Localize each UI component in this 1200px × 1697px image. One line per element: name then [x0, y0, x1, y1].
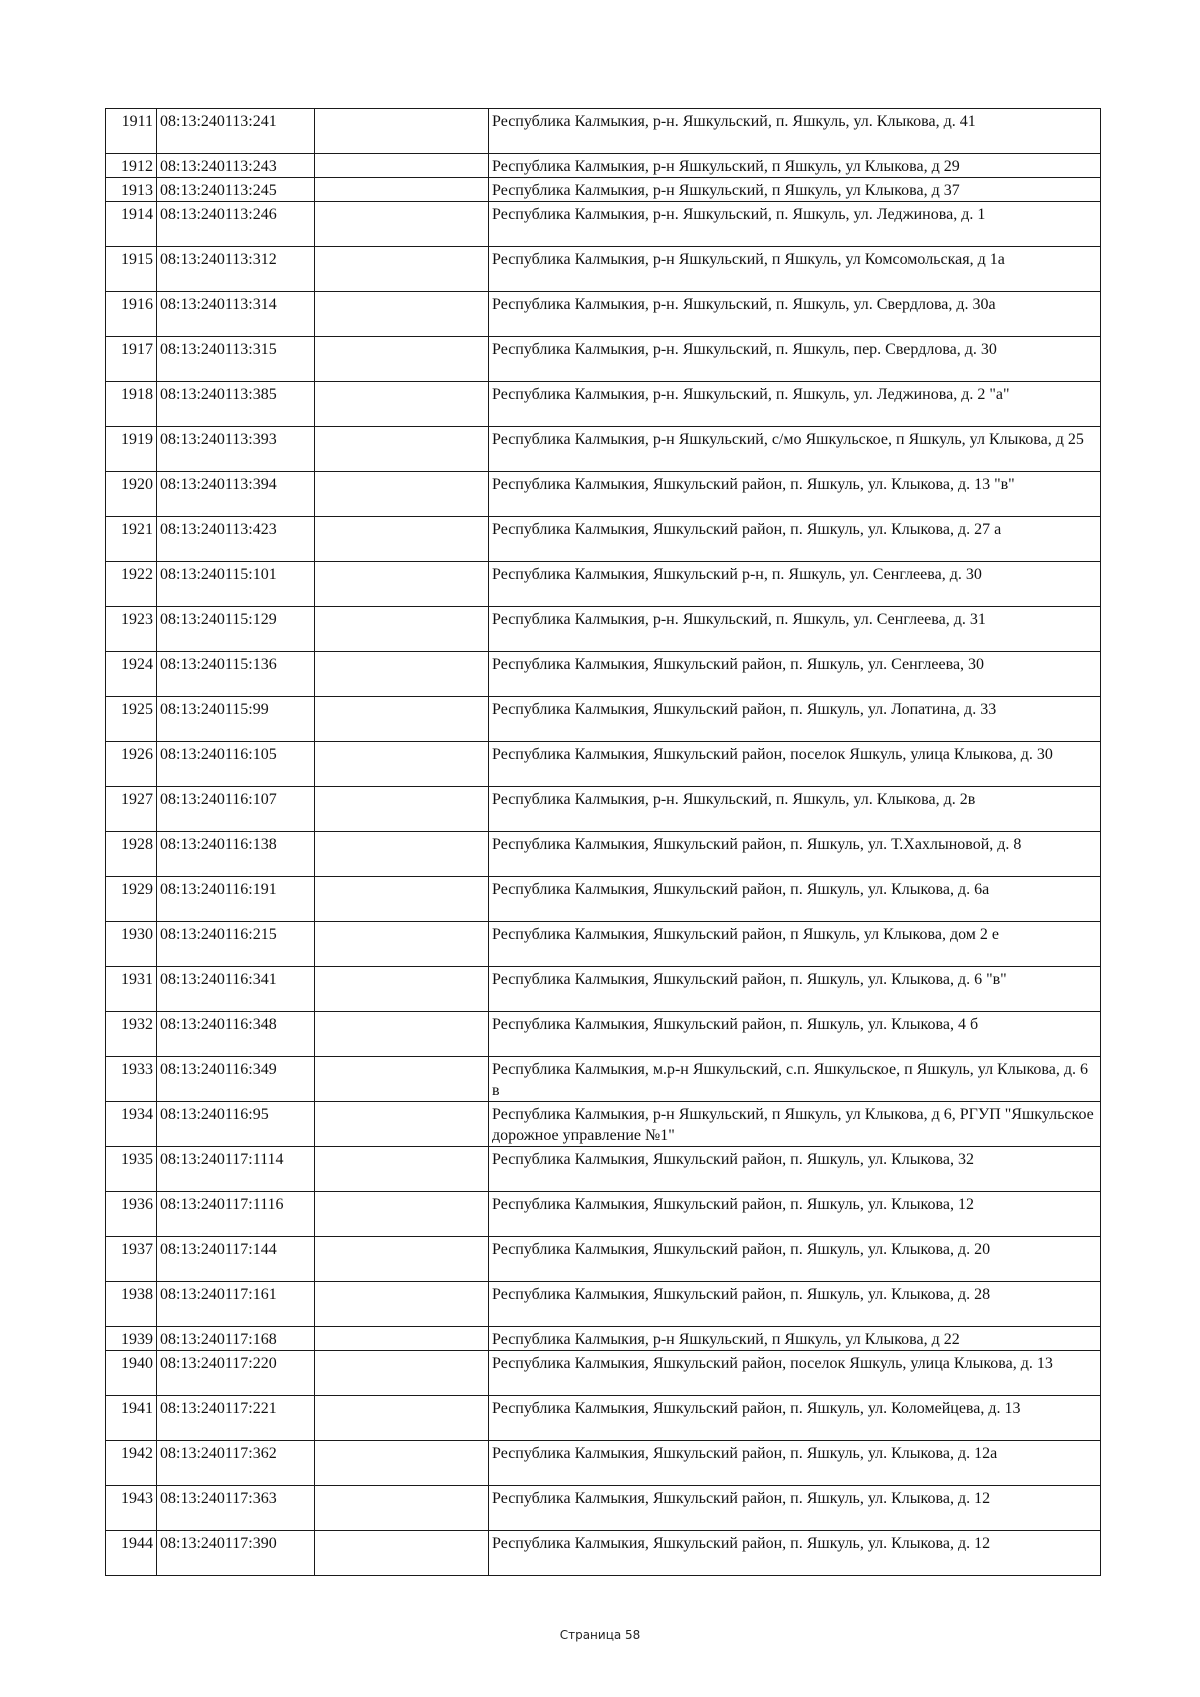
empty-cell [315, 472, 489, 517]
registry-table-body [106, 109, 1101, 1576]
address: Республика Калмыкия, Яшкульский район, п. Яшкуль, ул. Сенглеева, 30 [489, 652, 1101, 697]
empty-cell [315, 1057, 489, 1102]
address: Республика Калмыкия, Яшкульский район, поселок Яшкуль, улица Клыкова, д. 30 [489, 742, 1101, 787]
table-row [106, 1237, 1101, 1282]
empty-cell [315, 1351, 489, 1396]
cadastral-number: 08:13:240115:129 [157, 607, 315, 652]
row-number: 1944 [106, 1531, 157, 1576]
cadastral-number: 08:13:240117:362 [157, 1441, 315, 1486]
row-number: 1913 [106, 178, 157, 202]
address: Республика Калмыкия, р-н Яшкульский, п Яшкуль, ул Клыкова, д 37 [489, 178, 1101, 202]
empty-cell [315, 382, 489, 427]
address: Республика Калмыкия, р-н. Яшкульский, п. Яшкуль, ул. Леджинова, д. 2 "а" [489, 382, 1101, 427]
empty-cell [315, 427, 489, 472]
address: Республика Калмыкия, Яшкульский район, п. Яшкуль, ул. Клыкова, д. 13 "в" [489, 472, 1101, 517]
row-number: 1926 [106, 742, 157, 787]
address: Республика Калмыкия, р-н Яшкульский, п Яшкуль, ул Комсомольская, д 1а [489, 247, 1101, 292]
table-row [106, 178, 1101, 202]
address: Республика Калмыкия, р-н Яшкульский, п Яшкуль, ул Клыкова, д 22 [489, 1327, 1101, 1351]
row-number: 1914 [106, 202, 157, 247]
cadastral-number: 08:13:240116:107 [157, 787, 315, 832]
empty-cell [315, 562, 489, 607]
table-row [106, 832, 1101, 877]
cadastral-number: 08:13:240116:191 [157, 877, 315, 922]
row-number: 1933 [106, 1057, 157, 1102]
cadastral-number: 08:13:240113:243 [157, 154, 315, 178]
empty-cell [315, 178, 489, 202]
cadastral-number: 08:13:240116:341 [157, 967, 315, 1012]
cadastral-number: 08:13:240117:220 [157, 1351, 315, 1396]
address: Республика Калмыкия, Яшкульский район, п. Яшкуль, ул. Клыкова, д. 6а [489, 877, 1101, 922]
cadastral-number: 08:13:240116:105 [157, 742, 315, 787]
empty-cell [315, 607, 489, 652]
cadastral-number: 08:13:240113:241 [157, 109, 315, 154]
empty-cell [315, 1012, 489, 1057]
row-number: 1935 [106, 1147, 157, 1192]
empty-cell [315, 517, 489, 562]
empty-cell [315, 922, 489, 967]
row-number: 1917 [106, 337, 157, 382]
address: Республика Калмыкия, р-н. Яшкульский, п. Яшкуль, ул. Свердлова, д. 30а [489, 292, 1101, 337]
table-row [106, 787, 1101, 832]
row-number: 1930 [106, 922, 157, 967]
row-number: 1915 [106, 247, 157, 292]
table-row [106, 1102, 1101, 1147]
cadastral-number: 08:13:240113:245 [157, 178, 315, 202]
row-number: 1936 [106, 1192, 157, 1237]
row-number: 1911 [106, 109, 157, 154]
cadastral-number: 08:13:240117:1116 [157, 1192, 315, 1237]
empty-cell [315, 832, 489, 877]
address: Республика Калмыкия, р-н. Яшкульский, п. Яшкуль, ул. Клыкова, д. 2в [489, 787, 1101, 832]
address: Республика Калмыкия, р-н. Яшкульский, п. Яшкуль, ул. Леджинова, д. 1 [489, 202, 1101, 247]
table-row [106, 697, 1101, 742]
address: Республика Калмыкия, м.р-н Яшкульский, с.п. Яшкульское, п Яшкуль, ул Клыкова, д. 6 в [489, 1057, 1101, 1102]
empty-cell [315, 337, 489, 382]
address: Республика Калмыкия, р-н Яшкульский, п Яшкуль, ул Клыкова, д 29 [489, 154, 1101, 178]
empty-cell [315, 1486, 489, 1531]
address: Республика Калмыкия, р-н. Яшкульский, п. Яшкуль, ул. Сенглеева, д. 31 [489, 607, 1101, 652]
row-number: 1932 [106, 1012, 157, 1057]
address: Республика Калмыкия, Яшкульский район, п. Яшкуль, ул. Клыкова, 32 [489, 1147, 1101, 1192]
row-number: 1912 [106, 154, 157, 178]
table-row [106, 1441, 1101, 1486]
cadastral-number: 08:13:240117:161 [157, 1282, 315, 1327]
empty-cell [315, 292, 489, 337]
row-number: 1942 [106, 1441, 157, 1486]
address: Республика Калмыкия, Яшкульский район, п. Яшкуль, ул. Т.Хахлыновой, д. 8 [489, 832, 1101, 877]
table-row [106, 922, 1101, 967]
row-number: 1931 [106, 967, 157, 1012]
empty-cell [315, 1282, 489, 1327]
empty-cell [315, 1147, 489, 1192]
address: Республика Калмыкия, р-н Яшкульский, п Яшкуль, ул Клыкова, д 6, РГУП "Яшкульское дорожное управление №1" [489, 1102, 1101, 1147]
row-number: 1938 [106, 1282, 157, 1327]
cadastral-number: 08:13:240117:390 [157, 1531, 315, 1576]
table-row [106, 652, 1101, 697]
cadastral-number: 08:13:240117:144 [157, 1237, 315, 1282]
cadastral-number: 08:13:240113:315 [157, 337, 315, 382]
table-row [106, 562, 1101, 607]
cadastral-number: 08:13:240116:348 [157, 1012, 315, 1057]
cadastral-number: 08:13:240113:423 [157, 517, 315, 562]
row-number: 1920 [106, 472, 157, 517]
empty-cell [315, 877, 489, 922]
table-row [106, 1012, 1101, 1057]
row-number: 1921 [106, 517, 157, 562]
address: Республика Калмыкия, р-н Яшкульский, с/мо Яшкульское, п Яшкуль, ул Клыкова, д 25 [489, 427, 1101, 472]
row-number: 1943 [106, 1486, 157, 1531]
table-row [106, 472, 1101, 517]
row-number: 1940 [106, 1351, 157, 1396]
address: Республика Калмыкия, Яшкульский р-н, п. Яшкуль, ул. Сенглеева, д. 30 [489, 562, 1101, 607]
cadastral-number: 08:13:240115:99 [157, 697, 315, 742]
table-row [106, 382, 1101, 427]
row-number: 1927 [106, 787, 157, 832]
cadastral-number: 08:13:240113:314 [157, 292, 315, 337]
page-number: Страница 58 [559, 1628, 641, 1642]
address: Республика Калмыкия, р-н. Яшкульский, п. Яшкуль, пер. Свердлова, д. 30 [489, 337, 1101, 382]
row-number: 1937 [106, 1237, 157, 1282]
table-row [106, 517, 1101, 562]
cadastral-number: 08:13:240113:385 [157, 382, 315, 427]
row-number: 1929 [106, 877, 157, 922]
table-row [106, 337, 1101, 382]
cadastral-number: 08:13:240116:95 [157, 1102, 315, 1147]
address: Республика Калмыкия, Яшкульский район, п. Яшкуль, ул. Клыкова, 12 [489, 1192, 1101, 1237]
table-row [106, 1396, 1101, 1441]
empty-cell [315, 1327, 489, 1351]
row-number: 1934 [106, 1102, 157, 1147]
cadastral-number: 08:13:240113:393 [157, 427, 315, 472]
row-number: 1941 [106, 1396, 157, 1441]
address: Республика Калмыкия, Яшкульский район, п. Яшкуль, ул. Клыкова, д. 12 [489, 1531, 1101, 1576]
table-row [106, 247, 1101, 292]
row-number: 1923 [106, 607, 157, 652]
empty-cell [315, 247, 489, 292]
table-row [106, 1282, 1101, 1327]
empty-cell [315, 1531, 489, 1576]
address: Республика Калмыкия, Яшкульский район, п. Яшкуль, ул. Клыкова, д. 20 [489, 1237, 1101, 1282]
address: Республика Калмыкия, Яшкульский район, п. Яшкуль, ул. Лопатина, д. 33 [489, 697, 1101, 742]
table-row [106, 109, 1101, 154]
row-number: 1919 [106, 427, 157, 472]
row-number: 1925 [106, 697, 157, 742]
cadastral-number: 08:13:240116:349 [157, 1057, 315, 1102]
table-row [106, 1351, 1101, 1396]
registry-table [105, 108, 1101, 1576]
cadastral-number: 08:13:240113:312 [157, 247, 315, 292]
empty-cell [315, 1441, 489, 1486]
cadastral-number: 08:13:240113:394 [157, 472, 315, 517]
empty-cell [315, 202, 489, 247]
row-number: 1922 [106, 562, 157, 607]
row-number: 1924 [106, 652, 157, 697]
cadastral-number: 08:13:240117:168 [157, 1327, 315, 1351]
cadastral-number: 08:13:240116:138 [157, 832, 315, 877]
empty-cell [315, 697, 489, 742]
address: Республика Калмыкия, Яшкульский район, п Яшкуль, ул Клыкова, дом 2 е [489, 922, 1101, 967]
empty-cell [315, 1192, 489, 1237]
row-number: 1916 [106, 292, 157, 337]
cadastral-number: 08:13:240113:246 [157, 202, 315, 247]
row-number: 1939 [106, 1327, 157, 1351]
table-row [106, 1057, 1101, 1102]
cadastral-number: 08:13:240115:136 [157, 652, 315, 697]
address: Республика Калмыкия, р-н. Яшкульский, п. Яшкуль, ул. Клыкова, д. 41 [489, 109, 1101, 154]
empty-cell [315, 967, 489, 1012]
cadastral-number: 08:13:240115:101 [157, 562, 315, 607]
address: Республика Калмыкия, Яшкульский район, п. Яшкуль, ул. Клыкова, д. 28 [489, 1282, 1101, 1327]
table-row [106, 1486, 1101, 1531]
empty-cell [315, 1102, 489, 1147]
table-row [106, 1192, 1101, 1237]
table-row [106, 877, 1101, 922]
address: Республика Калмыкия, Яшкульский район, п. Яшкуль, ул. Клыкова, д. 12а [489, 1441, 1101, 1486]
empty-cell [315, 1237, 489, 1282]
empty-cell [315, 787, 489, 832]
table-row [106, 292, 1101, 337]
table-row [106, 154, 1101, 178]
table-row [106, 1147, 1101, 1192]
empty-cell [315, 652, 489, 697]
row-number: 1928 [106, 832, 157, 877]
cadastral-number: 08:13:240117:363 [157, 1486, 315, 1531]
address: Республика Калмыкия, Яшкульский район, поселок Яшкуль, улица Клыкова, д. 13 [489, 1351, 1101, 1396]
address: Республика Калмыкия, Яшкульский район, п. Яшкуль, ул. Клыкова, д. 12 [489, 1486, 1101, 1531]
address: Республика Калмыкия, Яшкульский район, п. Яшкуль, ул. Клыкова, д. 6 "в" [489, 967, 1101, 1012]
empty-cell [315, 154, 489, 178]
row-number: 1918 [106, 382, 157, 427]
empty-cell [315, 742, 489, 787]
address: Республика Калмыкия, Яшкульский район, п. Яшкуль, ул. Клыкова, 4 б [489, 1012, 1101, 1057]
table-row [106, 1531, 1101, 1576]
address: Республика Калмыкия, Яшкульский район, п. Яшкуль, ул. Коломейцева, д. 13 [489, 1396, 1101, 1441]
cadastral-number: 08:13:240117:221 [157, 1396, 315, 1441]
table-row [106, 427, 1101, 472]
table-row [106, 202, 1101, 247]
table-row [106, 742, 1101, 787]
table-row [106, 607, 1101, 652]
table-row [106, 967, 1101, 1012]
cadastral-number: 08:13:240117:1114 [157, 1147, 315, 1192]
table-row [106, 1327, 1101, 1351]
empty-cell [315, 109, 489, 154]
address: Республика Калмыкия, Яшкульский район, п. Яшкуль, ул. Клыкова, д. 27 а [489, 517, 1101, 562]
empty-cell [315, 1396, 489, 1441]
cadastral-number: 08:13:240116:215 [157, 922, 315, 967]
